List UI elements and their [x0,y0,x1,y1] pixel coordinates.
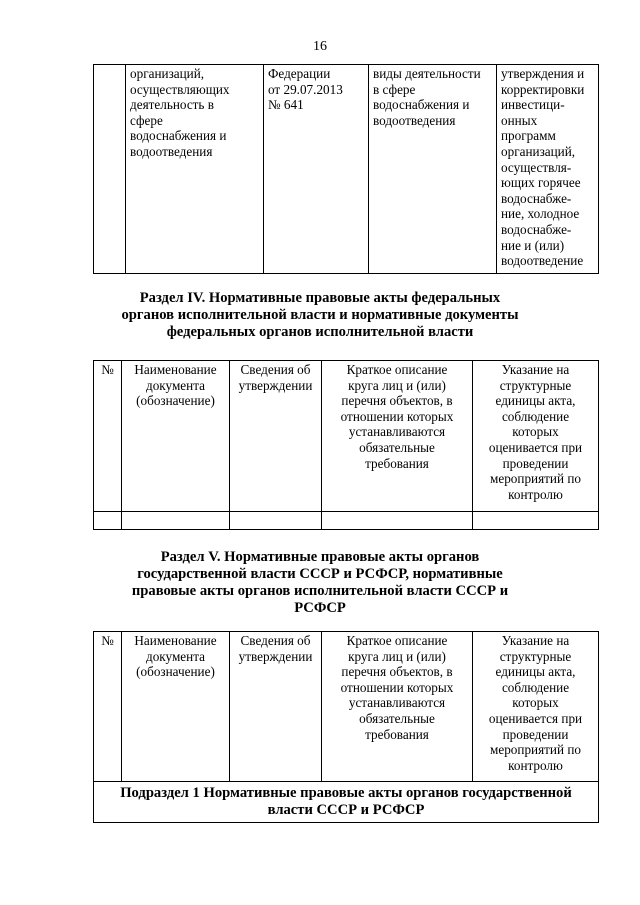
empty-cell [473,511,599,529]
row-number-cell [94,65,126,274]
document-name-cell: организаций, осуществляющих деятельность в сфере водоснабжения и водоотведения [126,65,264,274]
header-description: Краткое описание круга лиц и (или) перечня объектов, в отношении которых устанавливаются обязательные требования [322,632,473,782]
table-header-row [94,632,599,782]
empty-cell [122,511,230,529]
header-description: Краткое описание круга лиц и (или) перечня объектов, в отношении которых устанавливаются обязательные требования [322,361,473,512]
section-5-title: Раздел V. Нормативные правовые акты органов государственной власти СССР и РСФСР, нормативные правовые акты органов исполнительной власти СССР и РСФСР [131,549,509,616]
header-document-name: Наименование документа (обозначение) [122,632,230,782]
header-structural-units: Указание на структурные единицы акта, соблюдение которых оценивается при проведении мероприятий по контролю [473,361,599,512]
header-structural-units: Указание на структурные единицы акта, соблюдение которых оценивается при проведении мероприятий по контролю [473,632,599,782]
section-4-table [93,360,599,530]
empty-cell [322,511,473,529]
header-approval-info: Сведения об утверждении [230,632,322,782]
table-row [94,511,599,529]
header-document-name: Наименование документа (обозначение) [122,361,230,512]
subsection-1-title: Подраздел 1 Нормативные правовые акты органов государственной власти СССР и РСФСР [94,782,599,823]
description-cell: виды деятельности в сфере водоснабжения и водоотведения [369,65,497,274]
page-number: 16 [313,39,327,54]
continuation-table [93,64,599,274]
header-number: № [94,361,122,512]
approval-info-cell: Федерации от 29.07.2013 № 641 [264,65,369,274]
section-5-table [93,631,599,823]
empty-cell [94,511,122,529]
header-approval-info: Сведения об утверждении [230,361,322,512]
section-4-title: Раздел IV. Нормативные правовые акты федеральных органов исполнительной власти и нормативные документы федеральных органов исполнительной власти [121,290,519,340]
empty-cell [230,511,322,529]
header-number: № [94,632,122,782]
subsection-row [94,782,599,823]
structural-units-cell: утверждения и корректировки инвестици- онных программ организаций, осуществля- ющих горячее водоснабже- ние, холодное водоснабже- ние и (или) водоотведение [497,65,599,274]
table-header-row [94,361,599,512]
table-row [94,65,599,274]
